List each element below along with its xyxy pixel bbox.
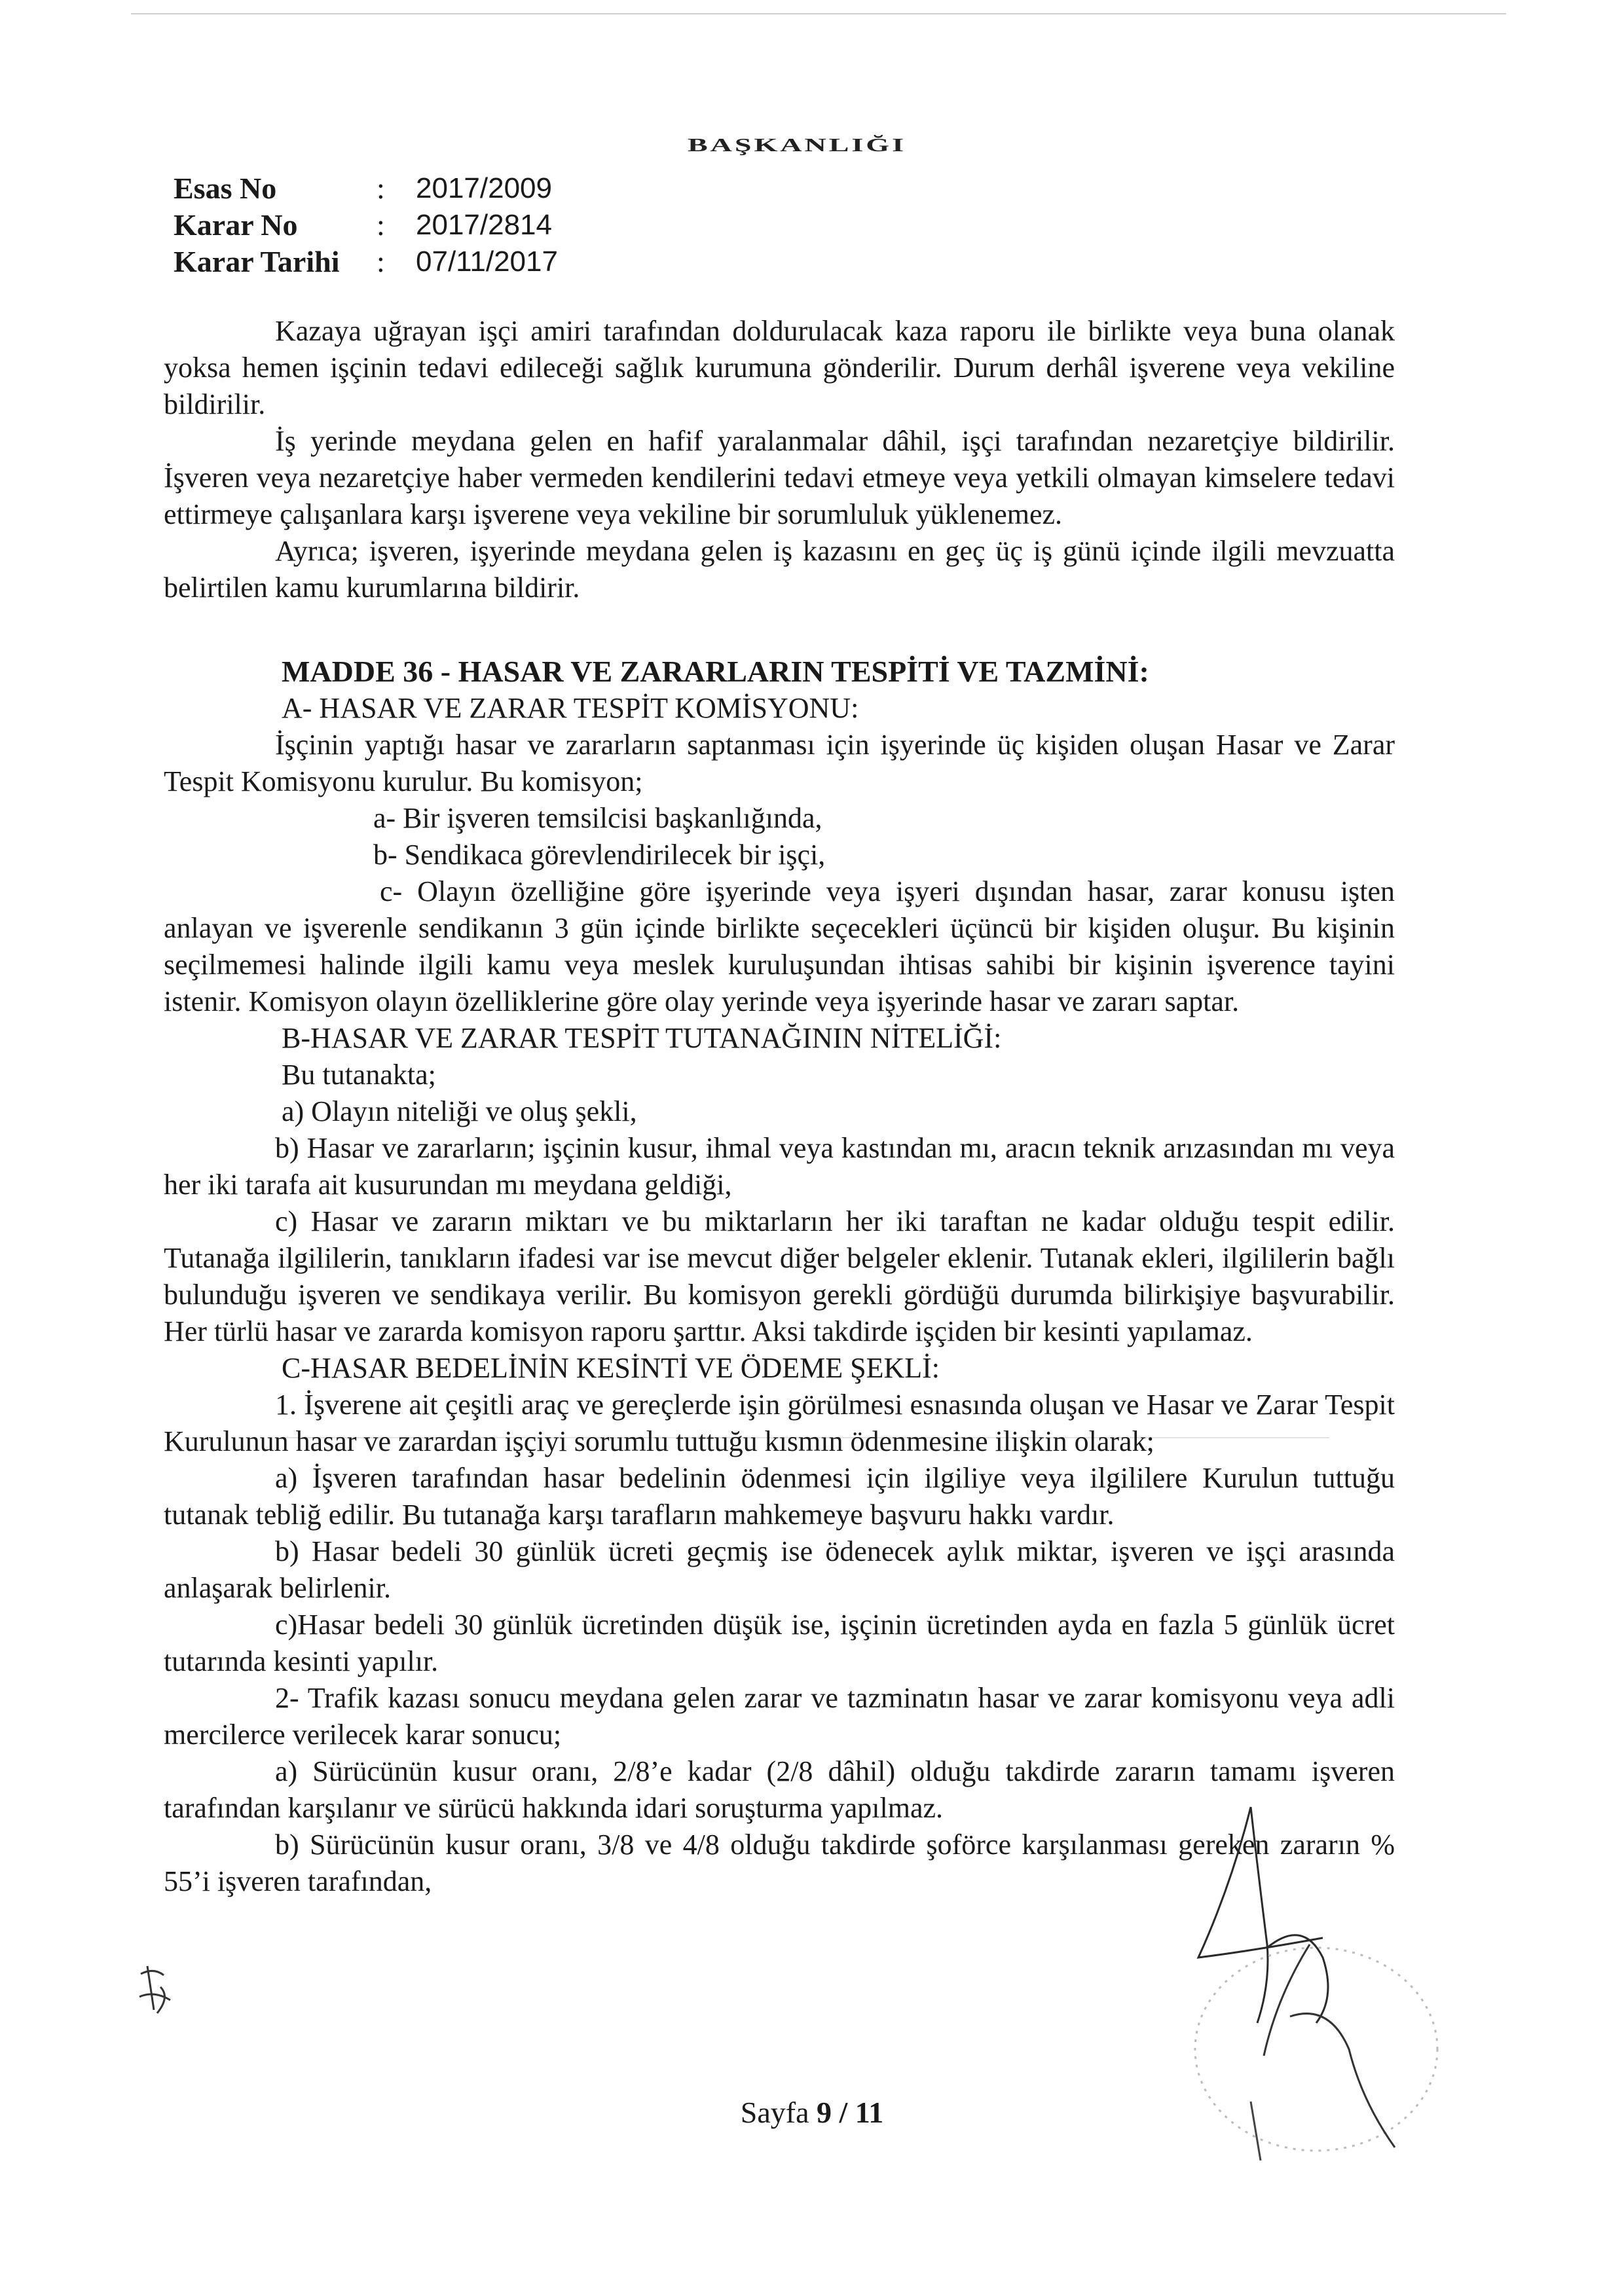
section-heading-b: B-HASAR VE ZARAR TESPİT TUTANAĞININ NİTELİĞİ:: [282, 1022, 1002, 1054]
article-heading: MADDE 36 - HASAR VE ZARARLARIN TESPİTİ VE TAZMİNİ:: [282, 655, 1149, 688]
list-item: 2- Trafik kazası sonucu meydana gelen zarar ve tazminatın hasar ve zarar komisyonu veya adli mercilerce verilecek karar sonucu;: [164, 1682, 1395, 1751]
list-item: b) Hasar ve zararların; işçinin kusur, ihmal veya kastından mı, aracın teknik arızasından mı veya her iki tarafa ait kusurundan mı meydana geldiği,: [164, 1132, 1395, 1201]
list-item: a) Olayın niteliği ve oluş şekli,: [282, 1095, 637, 1127]
tarih-row: [174, 244, 558, 280]
list-item: c- Olayın özelliğine göre işyerinde veya işyeri dışından hasar, zarar konusu işten anlayan ve işverenle sendikanın 3 gün içinde birlikte seçecekleri üçüncü bir kişiden oluşur. Bu kişinin seçilmemesi halinde ilgili kamu veya meslek kuruluşundan ihtisas sahibi bir kişinin işverence tayini istenir. Komisyon olayın özelliklerine göre olay yerinde veya işyerinde hasar ve zararı saptar.: [164, 875, 1395, 1017]
karar-label: Karar No: [174, 208, 298, 242]
paragraph: Kazaya uğrayan işçi amiri tarafından doldurulacak kaza raporu ile birlikte veya buna olanak yoksa hemen işçinin tedavi edileceği sağlık kurumuna gönderilir. Durum derhâl işverene veya vekiline bildirilir.: [164, 315, 1395, 420]
list-item: b) Sürücünün kusur oranı, 3/8 ve 4/8 olduğu takdirde şoförce karşılanması gereken zararın % 55’i işveren tarafından,: [164, 1829, 1395, 1897]
page-footer: [0, 2095, 1624, 2130]
tarih-value: 07/11/2017: [416, 246, 558, 278]
separator: :: [377, 245, 385, 278]
section-heading-c: C-HASAR BEDELİNİN KESİNTİ VE ÖDEME ŞEKLİ:: [282, 1352, 940, 1384]
page-total: 11: [855, 2096, 884, 2129]
tarih-label: Karar Tarihi: [174, 245, 340, 278]
document-body: [164, 313, 1395, 1900]
karar-value: 2017/2814: [416, 209, 552, 241]
esas-row: [174, 170, 558, 207]
list-item: c) Hasar ve zararın miktarı ve bu miktarların her iki taraftan ne kadar olduğu tespit edilir. Tutanağa ilgililerin, tanıkların ifadesi var ise mevcut diğer belgeler eklenir. Tutanak ekleri, ilgililerin bağlı bulunduğu işveren ve sendikaya verilir. Bu komisyon gerekli gördüğü durumda bilirkişiye başvurabilir. Her türlü hasar ve zararda komisyon raporu şarttır. Aksi takdirde işçiden bir kesinti yapılamaz.: [164, 1205, 1395, 1347]
page-label: Sayfa: [740, 2096, 809, 2129]
list-item: c)Hasar bedeli 30 günlük ücretinden düşük ise, işçinin ücretinden ayda en fazla 5 günlük ücret tutarında kesinti yapılır.: [164, 1609, 1395, 1677]
page-separator: /: [839, 2096, 848, 2129]
margin-initial-mark: [134, 1961, 180, 2020]
paragraph: İş yerinde meydana gelen en hafif yaralanmalar dâhil, işçi tarafından nezaretçiye bildirilir. İşveren veya nezaretçiye haber vermeden kendilerini tedavi etmeye veya yetkili olmayan kimselere tedavi ettirmeye çalışanlara karşı işverene veya vekiline bir sorumluluk yüklenemez.: [164, 425, 1395, 530]
karar-row: [174, 207, 558, 244]
faded-stamp: [1179, 1931, 1454, 2180]
section-heading-a: A- HASAR VE ZARAR TESPİT KOMİSYONU:: [282, 692, 859, 724]
case-metadata: [174, 170, 558, 280]
page-current: 9: [817, 2096, 832, 2129]
list-item: a- Bir işveren temsilcisi başkanlığında,: [373, 802, 822, 834]
list-item: a) Sürücünün kusur oranı, 2/8’e kadar (2/8 dâhil) olduğu takdirde zararın tamamı işveren tarafından karşılanır ve sürücü hakkında idari soruşturma yapılmaz.: [164, 1755, 1395, 1824]
esas-value: 2017/2009: [416, 172, 552, 204]
paragraph: Bu tutanakta;: [282, 1059, 436, 1091]
list-item: b) Hasar bedeli 30 günlük ücreti geçmiş ise ödenecek aylık miktar, işveren ve işçi arasında anlaşarak belirlenir.: [164, 1535, 1395, 1604]
list-item: a) İşveren tarafından hasar bedelinin ödenmesi için ilgiliye veya ilgililere Kurulun tuttuğu tutanak tebliğ edilir. Bu tutanağa karşı tarafların mahkemeye başvuru hakkı vardır.: [164, 1462, 1395, 1531]
list-item: b- Sendikaca görevlendirilecek bir işçi,: [373, 839, 826, 871]
separator: :: [377, 208, 385, 242]
paragraph: Ayrıca; işveren, işyerinde meydana gelen iş kazasını en geç üç iş günü içinde ilgili mevzuatta belirtilen kamu kurumlarına bildirir.: [164, 535, 1395, 604]
institution-header-partial: BAŞKANLIĞI: [688, 134, 906, 156]
list-item: 1. İşverene ait çeşitli araç ve gereçlerde işin görülmesi esnasında oluşan ve Hasar ve Zarar Tespit Kurulunun hasar ve zarardan işçiyi sorumlu tuttuğu kısmın ödenmesine ilişkin olarak;: [164, 1389, 1395, 1457]
esas-label: Esas No: [174, 172, 277, 205]
separator: :: [377, 172, 385, 205]
scan-artifact-line: [131, 13, 1506, 14]
paragraph: İşçinin yaptığı hasar ve zararların saptanması için işyerinde üç kişiden oluşan Hasar ve Zarar Tespit Komisyonu kurulur. Bu komisyon;: [164, 729, 1395, 797]
